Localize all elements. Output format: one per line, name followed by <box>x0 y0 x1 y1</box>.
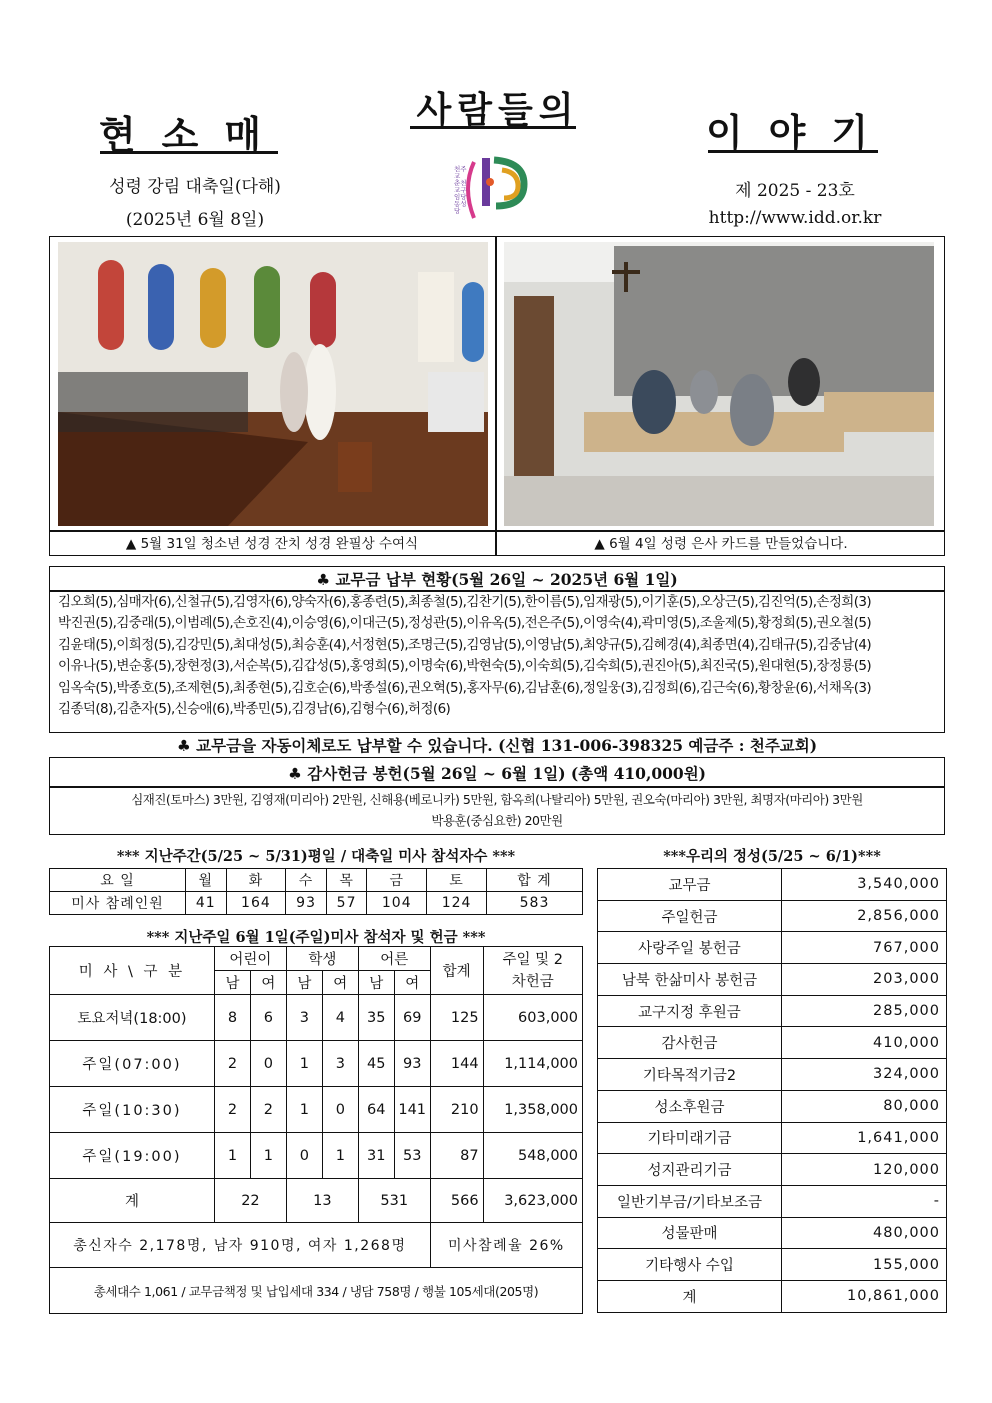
count-cell: 0 <box>286 1133 322 1179</box>
weekly-value: 164 <box>226 892 286 915</box>
sunday-attendance-title: *** 지난주일 6월 1일(주일)미사 참석자 및 헌금 *** <box>146 929 486 946</box>
offering-value: 480,000 <box>782 1217 947 1249</box>
believers-count: 총신자수 2,178명, 남자 910명, 여자 1,268명 <box>50 1223 431 1268</box>
offering-label: 기타목적기금2 <box>598 1059 782 1091</box>
total-header: 합계 <box>430 947 483 995</box>
count-cell: 2 <box>250 1087 286 1133</box>
count-cell: 1 <box>250 1133 286 1179</box>
money-cell: 1,114,000 <box>483 1041 582 1087</box>
weekly-value: 41 <box>186 892 227 915</box>
count-cell: 4 <box>322 995 358 1041</box>
weekly-header: 목 <box>326 869 367 892</box>
count-cell: 141 <box>394 1087 430 1133</box>
count-cell: 1 <box>322 1133 358 1179</box>
total-adults: 531 <box>358 1179 430 1223</box>
offering-label: 기타행사 수입 <box>598 1249 782 1281</box>
sum-cell: 144 <box>430 1041 483 1087</box>
weekly-value: 57 <box>326 892 367 915</box>
weekly-header: 합 계 <box>487 869 583 892</box>
count-cell: 53 <box>394 1133 430 1179</box>
thanks-offering-line1: 심재진(토마스) 3만원, 김영재(미리아) 2만원, 신해용(베로니카) 5만원, 함옥희(나탈리아) 5만원, 권오숙(마리아) 3만원, 최명자(마리아) 3만원 <box>131 792 863 807</box>
church-fee-names <box>58 592 938 720</box>
count-cell: 2 <box>214 1087 250 1133</box>
mass-time: 주일(19:00) <box>50 1133 215 1179</box>
mass-time: 주일(07:00) <box>50 1041 215 1087</box>
weekly-value: 93 <box>286 892 327 915</box>
mass-time: 토요저녁(18:00) <box>50 995 215 1041</box>
sum-cell: 210 <box>430 1087 483 1133</box>
offering-value: 1,641,000 <box>782 1122 947 1154</box>
female-header: 여 <box>250 971 286 995</box>
left-title-underline <box>100 151 278 154</box>
names-line: 김윤태(5),이희정(5),김강민(5),최대성(5),최승훈(4),서정현(5),조명근(5),김영남(5),이영남(5),최양규(5),김혜경(4),최종면(4),김태규(5),김중남(4) <box>58 636 872 653</box>
weekly-header: 토 <box>427 869 487 892</box>
count-cell: 3 <box>286 995 322 1041</box>
left-title: 현소매 <box>98 112 288 157</box>
church-fee-title: ♣ 교무금 납부 현황(5월 26일 ~ 2025년 6월 1일) <box>316 570 678 589</box>
photo-divider <box>495 236 497 556</box>
sum-cell: 87 <box>430 1133 483 1179</box>
money-cell: 1,358,000 <box>483 1087 582 1133</box>
photo-award-ceremony <box>58 242 488 526</box>
right-title-underline <box>708 150 878 153</box>
bulletin-date: (2025년 6월 8일) <box>125 210 265 230</box>
offerings-table <box>597 868 947 1313</box>
offering-value: - <box>782 1185 947 1217</box>
offering-value: 285,000 <box>782 995 947 1027</box>
weekly-value: 583 <box>487 892 583 915</box>
right-title: 이야기 <box>705 110 895 155</box>
feast-name: 성령 강림 대축일(다해) <box>109 177 281 197</box>
female-header: 여 <box>322 971 358 995</box>
households-summary: 총세대수 1,061 / 교무금책정 및 납입세대 334 / 냉담 758명 / 행불 105세대(205명) <box>50 1268 583 1314</box>
count-cell: 0 <box>322 1087 358 1133</box>
thanks-offering-line2: 박용훈(중심요한) 20만원 <box>431 813 563 828</box>
offering-value: 80,000 <box>782 1090 947 1122</box>
offering-label: 주일헌금 <box>598 900 782 932</box>
offering-value: 767,000 <box>782 932 947 964</box>
offering-label: 기타미래기금 <box>598 1122 782 1154</box>
offering-value: 3,540,000 <box>782 869 947 901</box>
count-cell: 8 <box>214 995 250 1041</box>
offering-label: 일반기부금/기타보조금 <box>598 1185 782 1217</box>
center-title: 사람들의 <box>416 89 580 131</box>
thanks-offering-divider <box>49 786 945 788</box>
count-cell: 93 <box>394 1041 430 1087</box>
count-cell: 1 <box>214 1133 250 1179</box>
money-cell: 603,000 <box>483 995 582 1041</box>
total-money: 3,623,000 <box>483 1179 582 1223</box>
count-cell: 1 <box>286 1087 322 1133</box>
center-title-underline <box>410 126 576 129</box>
count-cell: 64 <box>358 1087 394 1133</box>
offering-label: 교구지정 후원금 <box>598 995 782 1027</box>
total-sum: 566 <box>430 1179 483 1223</box>
names-line: 김오희(5),심매자(6),신철규(5),김영자(6),양숙자(6),홍종련(5),최종철(5),김찬기(5),한이름(5),임재광(5),이기훈(5),오상근(5),김진억(5),손정희(3) <box>58 594 872 610</box>
names-line: 김종덕(8),김춘자(5),신승애(6),박종민(5),김경남(6),김형수(6),허정(6) <box>58 701 451 718</box>
weekly-header: 금 <box>367 869 427 892</box>
offerings-title: ***우리의 정성(5/25 ~ 6/1)*** <box>663 848 881 865</box>
offering-total-value: 10,861,000 <box>782 1280 947 1312</box>
parish-url[interactable]: http://www.idd.or.kr <box>708 208 882 228</box>
offering-value: 203,000 <box>782 964 947 996</box>
weekly-header: 화 <box>226 869 286 892</box>
sunday-attendance-table <box>49 946 583 1314</box>
count-cell: 1 <box>286 1041 322 1087</box>
weekly-row-label: 미사 참례인원 <box>50 892 186 915</box>
weekly-attendance-table <box>49 868 583 915</box>
parish-logo <box>452 148 548 230</box>
offering-total-label: 계 <box>598 1280 782 1312</box>
auto-transfer-notice: ♣ 교무금을 자동이체로도 납부할 수 있습니다. (신협 131-006-398325 예금주 : 천주교회) <box>176 736 818 755</box>
offering-label: 성소후원금 <box>598 1090 782 1122</box>
count-cell: 3 <box>322 1041 358 1087</box>
offering-label: 사랑주일 봉헌금 <box>598 932 782 964</box>
total-students: 13 <box>286 1179 358 1223</box>
offering-value: 120,000 <box>782 1154 947 1186</box>
male-header: 남 <box>358 971 394 995</box>
group-header: 어린이 <box>214 947 286 971</box>
male-header: 남 <box>214 971 250 995</box>
count-cell: 35 <box>358 995 394 1041</box>
total-children: 22 <box>214 1179 286 1223</box>
count-cell: 2 <box>214 1041 250 1087</box>
offering-label: 남북 한삶미사 봉헌금 <box>598 964 782 996</box>
photo-caption-left: ▲ 5월 31일 청소년 성경 잔치 성경 완필상 수여식 <box>125 536 419 552</box>
offering-label: 감사헌금 <box>598 1027 782 1059</box>
weekly-attendance-title: *** 지난주간(5/25 ~ 5/31)평일 / 대축일 미사 참석자수 *** <box>116 848 516 865</box>
weekly-value: 104 <box>367 892 427 915</box>
female-header: 여 <box>394 971 430 995</box>
photo-card-making <box>504 242 934 526</box>
total-label: 계 <box>50 1179 215 1223</box>
photo-caption-right: ▲ 6월 4일 성령 은사 카드를 만들었습니다. <box>594 536 848 552</box>
offering-header: 주일 및 2차헌금 <box>483 947 582 995</box>
count-cell: 0 <box>250 1041 286 1087</box>
offering-value: 410,000 <box>782 1027 947 1059</box>
weekly-value: 124 <box>427 892 487 915</box>
count-cell: 31 <box>358 1133 394 1179</box>
names-line: 임옥숙(5),박종호(5),조제현(5),최종현(5),김호순(6),박종설(6),권오혁(5),홍자무(6),김남훈(6),정일웅(3),김정희(6),김근숙(6),황창윤(6),서채옥(3) <box>58 679 872 696</box>
weekly-header: 월 <box>186 869 227 892</box>
count-cell: 45 <box>358 1041 394 1087</box>
offering-label: 성물판매 <box>598 1217 782 1249</box>
count-cell: 6 <box>250 995 286 1041</box>
logo-caption: 천주교 춘천교구 임당동성당 <box>454 165 467 215</box>
names-line: 박진권(5),김중래(5),이범례(5),손호진(4),이승영(6),이대근(5),정성관(5),이유옥(5),전은주(5),이영숙(4),곽미영(5),조울제(5),황정희(5),권오철(5) <box>58 615 872 632</box>
thanks-offering-title: ♣ 감사헌금 봉헌(5월 26일 ~ 6월 1일) (총액 410,000원) <box>287 764 707 783</box>
weekly-header: 수 <box>286 869 327 892</box>
offering-label: 교무금 <box>598 869 782 901</box>
weekly-header: 요 일 <box>50 869 186 892</box>
offering-label: 성지관리기금 <box>598 1154 782 1186</box>
group-header: 어른 <box>358 947 430 971</box>
offering-value: 2,856,000 <box>782 900 947 932</box>
group-header: 학생 <box>286 947 358 971</box>
male-header: 남 <box>286 971 322 995</box>
names-line: 이유나(5),변순홍(5),장현정(3),서순복(5),김갑성(5),홍영희(5),이명숙(6),박현숙(5),이숙희(5),김숙희(5),권진아(5),최진국(5),원대현(5),장정룡(5) <box>58 658 872 675</box>
offering-value: 324,000 <box>782 1059 947 1091</box>
count-cell: 69 <box>394 995 430 1041</box>
issue-number: 제 2025 - 23호 <box>735 181 855 201</box>
sum-cell: 125 <box>430 995 483 1041</box>
money-cell: 548,000 <box>483 1133 582 1179</box>
mass-rate: 미사참례율 26% <box>430 1223 582 1268</box>
mass-time: 주일(10:30) <box>50 1087 215 1133</box>
offering-value: 155,000 <box>782 1249 947 1281</box>
corner-header: 미 사 \ 구 분 <box>50 947 215 995</box>
